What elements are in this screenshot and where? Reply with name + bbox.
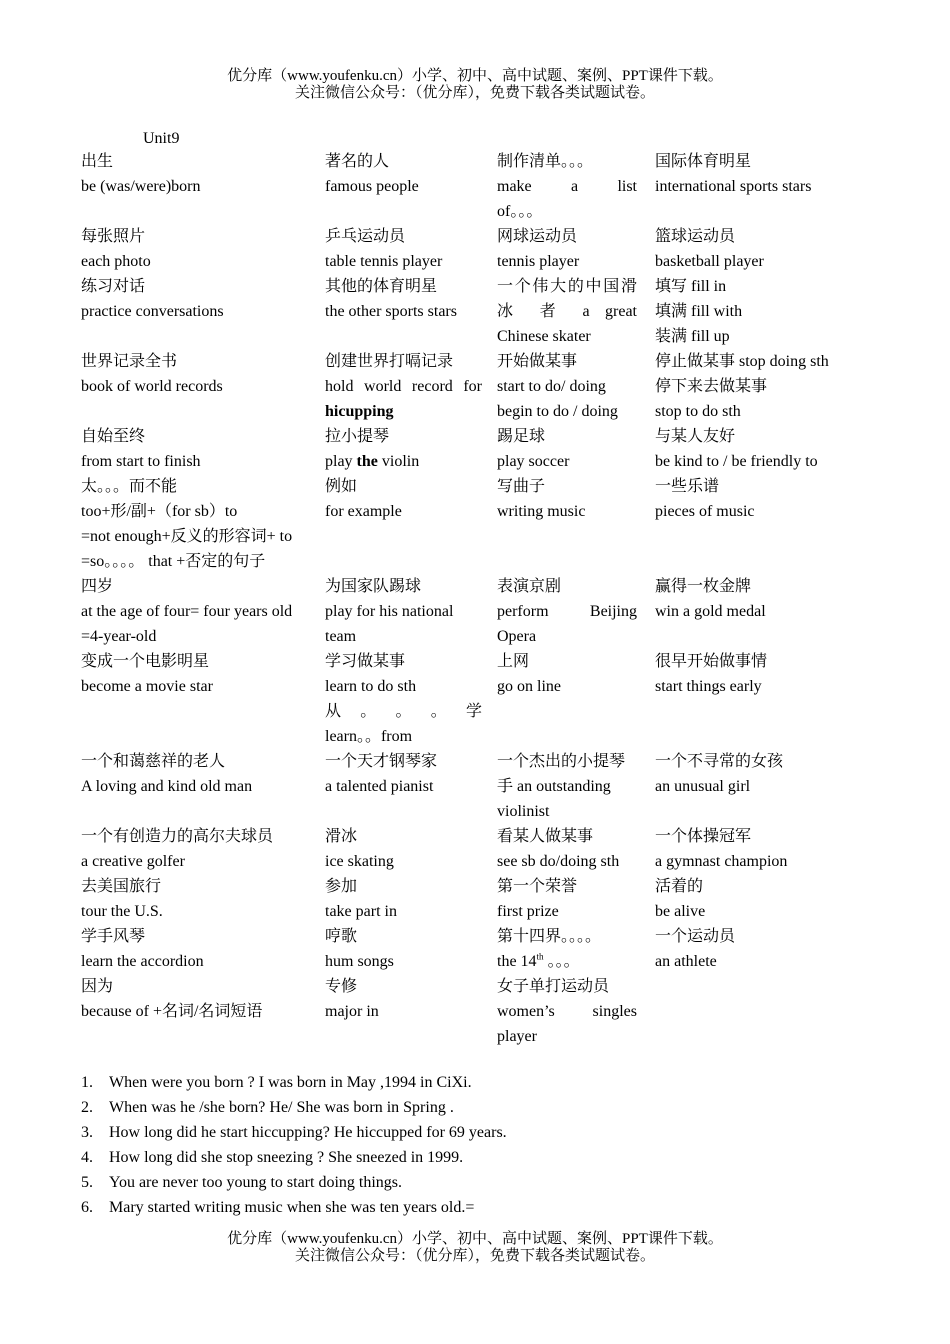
vocab-cell: 赢得一枚金牌 win a gold medal	[655, 578, 766, 620]
unit-title: Unit9	[143, 130, 180, 147]
vocab-cell: 制作清单。。。 make a list of。。。	[497, 153, 637, 220]
vocab-cell: 拉小提琴 play the violin	[325, 428, 420, 470]
vocab-cell: 变成一个电影明星 become a movie star	[81, 653, 213, 695]
vocab-cell: 一些乐谱 pieces of music	[655, 478, 755, 520]
vocab-cell: 上网 go on line	[497, 653, 561, 695]
list-item: 6. Mary started writing music when she was ten years old.=	[81, 1199, 475, 1216]
list-item: 1. When were you born ? I was born in May ,1994 in CiXi.	[81, 1074, 472, 1091]
header-line-2: 关注微信公众号：（优分库），免费下载各类试题试卷。	[294, 85, 655, 101]
header-line-1: 优分库（www.youfenku.cn）小学、初中、高中试题、案例、PPT课件下载。	[227, 68, 723, 84]
vocab-cell: 一个天才钢琴家 a talented pianist	[325, 753, 438, 795]
vocab-cell: 一个体操冠军 a gymnast champion 活着的 be alive 一个运动员 an athlete	[655, 828, 788, 970]
page-footer	[0, 1231, 950, 1265]
vocab-row	[81, 349, 841, 424]
vocab-row	[81, 824, 841, 1049]
vocab-row	[81, 749, 841, 824]
vocab-cell: 滑冰 ice skating 参加 take part in 哼歌 hum songs 专修 major in	[325, 828, 397, 1020]
vocab-cell: 写曲子 writing music	[497, 478, 586, 520]
vocab-cell: 停止做某事 stop doing sth 停下来去做某事 stop to do sth	[655, 353, 829, 420]
vocab-row	[81, 649, 841, 749]
vocab-cell: 每张照片 each photo 练习对话 practice conversations	[81, 228, 224, 320]
vocab-cell: 出生 be (was/were)born	[81, 153, 201, 195]
sentence-list	[81, 1070, 507, 1220]
vocab-cell: 国际体育明星 international sports stars	[655, 153, 812, 195]
list-item: 5. You are never too young to start doing things.	[81, 1174, 403, 1191]
vocab-cell: 踢足球 play soccer	[497, 428, 570, 470]
vocab-cell: 世界记录全书 book of world records	[81, 353, 223, 395]
list-item: 2. When was he /she born? He/ She was born in Spring .	[81, 1099, 454, 1116]
vocab-cell: 一个不寻常的女孩 an unusual girl	[655, 753, 784, 795]
vocab-cell: 开始做某事 start to do/ doing begin to do / doing	[497, 353, 618, 420]
vocab-cell: 表演京剧 perform Beijing Opera	[497, 578, 637, 645]
vocab-cell: 看某人做某事 see sb do/doing sth 第一个荣誉 first prize 第十四界。。。。 the 14th 。。。 女子单打运动员 women’s singles player	[497, 828, 637, 1045]
vocab-cell: 学习做某事 learn to do sth 从 。 。 。 学 learn。。from	[325, 653, 482, 745]
vocab-cell: 自始至终 from start to finish	[81, 428, 201, 470]
page-header	[0, 68, 950, 102]
vocab-cell: 创建世界打嗝记录 hold world record for hicupping	[325, 353, 482, 420]
vocab-row	[81, 574, 841, 649]
vocab-cell: 与某人友好 be kind to / be friendly to	[655, 428, 818, 470]
vocab-cell: 很早开始做事情 start things early	[655, 653, 768, 695]
list-item: 4. How long did she stop sneezing ? She sneezed in 1999.	[81, 1149, 464, 1166]
vocab-row	[81, 474, 841, 574]
vocab-cell: 一个杰出的小提琴 手 an outstanding violinist	[497, 753, 626, 820]
vocab-cell: 太。。。而不能 too+形/副+（for sb）to =not enough+反义的形容词+ to =so。。。。 that +否定的句子	[81, 478, 293, 570]
vocab-cell: 篮球运动员 basketball player 填写 fill in 填满 fill with 装满 fill up	[655, 228, 764, 345]
vocab-cell: 为国家队踢球 play for his national team	[325, 578, 454, 645]
footer-line-2: 关注微信公众号：（优分库），免费下载各类试题试卷。	[294, 1248, 655, 1264]
vocab-cell: 一个有创造力的高尔夫球员 a creative golfer 去美国旅行 tour the U.S. 学手风琴 learn the accordion 因为 because of +名词/名词短语	[81, 828, 274, 1020]
vocab-row	[81, 149, 841, 224]
vocab-cell: 四岁 at the age of four= four years old =4-year-old	[81, 578, 293, 645]
footer-line-1: 优分库（www.youfenku.cn）小学、初中、高中试题、案例、PPT课件下载。	[227, 1231, 723, 1247]
vocab-cell: 乒乓运动员 table tennis player 其他的体育明星 the other sports stars	[325, 228, 457, 320]
vocab-cell: 著名的人 famous people	[325, 153, 419, 195]
list-item: 3. How long did he start hiccupping? He hiccupped for 69 years.	[81, 1124, 507, 1141]
vocab-row	[81, 424, 841, 474]
vocab-cell: 网球运动员 tennis player 一个伟大的中国滑 冰 者 a great Chinese skater	[497, 228, 637, 345]
vocab-table	[81, 149, 841, 1049]
vocab-row	[81, 224, 841, 349]
vocab-cell: 例如 for example	[325, 478, 402, 520]
vocab-cell: 一个和蔼慈祥的老人 A loving and kind old man	[81, 753, 253, 795]
